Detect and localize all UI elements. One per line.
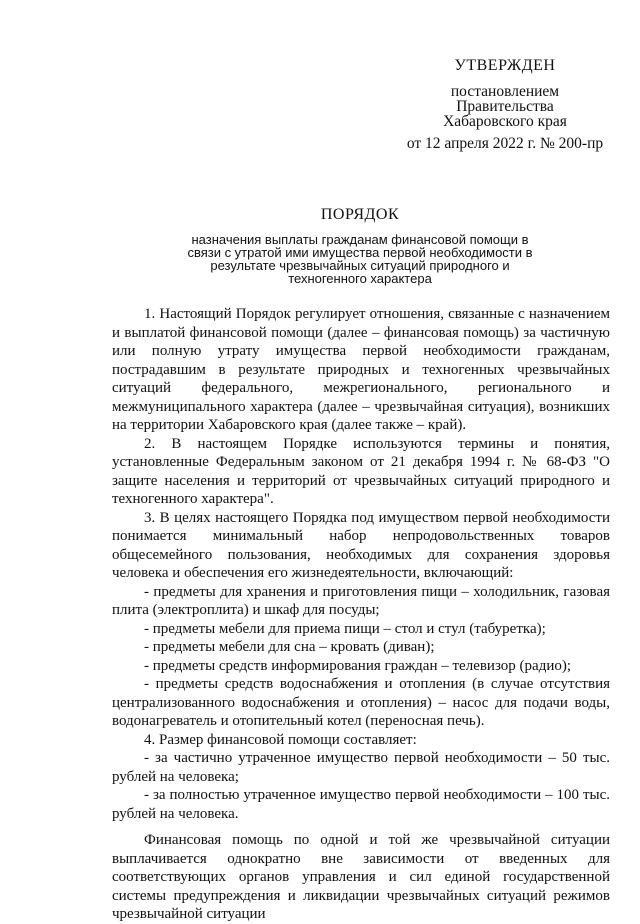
paragraph: 2. В настоящем Порядке используются термины и понятия, установленные Федеральным законом от 21 декабря 1994 г. № 68-ФЗ "О защите населения и территорий от чрезвычайных ситуаций природного и техногенного характера". — [112, 435, 610, 507]
paragraph: 1. Настоящий Порядок регулирует отношения, связанные с назначением и выплатой финансовой помощи (далее – финансовая помощь) за частичную или полную утрату имущества первой необходимости гражданам, пострадавшим в результате природных и техногенных чрезвычайных ситуаций федерального, межрегионального, регионального и межмуниципального характера (далее – чрезвычайная ситуация), возникших на территории Хабаровского края (далее также – край). — [112, 306, 610, 433]
document-title: ПОРЯДОК — [320, 206, 400, 223]
approval-line-4: от 12 апреля 2022 г. № 200-пр — [406, 135, 604, 152]
approval-heading: УТВЕРЖДЕН — [454, 57, 556, 74]
approval-stamp — [400, 58, 610, 151]
list-item: - за полностью утраченное имущество первой необходимости – 100 тыс. рублей на человека. — [112, 787, 610, 822]
approval-line-2: Правительства — [456, 98, 554, 115]
paragraph: 4. Размер финансовой помощи составляет: — [144, 731, 417, 748]
document-subtitle: назначения выплаты гражданам финансовой помощи в связи с утратой ими имущества первой необходимости в результате чрезвычайных ситуаций природного и техногенного характера — [187, 232, 533, 286]
document-body — [112, 305, 610, 924]
list-item: - предметы для хранения и приготовления пищи – холодильник, газовая плита (электроплита) и шкаф для посуды; — [112, 583, 610, 618]
paragraph: 3. В целях настоящего Порядка под имуществом первой необходимости понимается минимальный набор непродовольственных товаров общесемейного пользования, необходимых для сохранения здоровья человека и обеспечения его жизнедеятельности, включающий: — [112, 509, 610, 581]
list-item: - предметы мебели для сна – кровать (диван); — [144, 639, 435, 655]
list-item: - за частично утраченное имущество первой необходимости – 50 тыс. рублей на человека; — [112, 750, 610, 785]
approval-line-3: Хабаровского края — [443, 113, 567, 130]
paragraph: Финансовая помощь по одной и той же чрезвычайной ситуации выплачивается однократно вне зависимости от введенных для соответствующих органов управления и сил единой государственной системы предупреждения и ликвидации чрезвычайных ситуаций режимов чрезвычайной ситуации — [112, 832, 610, 922]
list-item: - предметы средств информирования граждан – телевизор (радио); — [144, 657, 572, 674]
document-title-block — [120, 206, 600, 285]
approval-line-1: постановлением — [450, 83, 560, 100]
list-item: - предметы мебели для приема пищи – стол и стул (табуретка); — [144, 620, 546, 637]
list-item: - предметы средств водоснабжения и отопления (в случае отсутствия централизованного водоснабжения и отопления) – насос для подачи воды, водонагреватель и отопительный котел (переносная печь). — [112, 676, 610, 729]
